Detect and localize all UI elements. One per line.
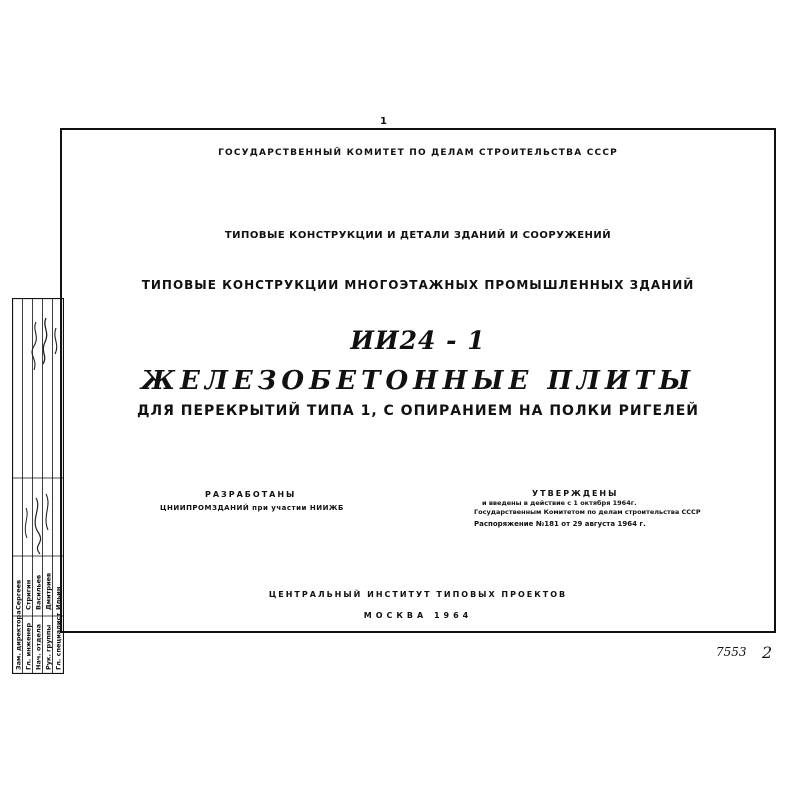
stamp-name: Ильин (54, 586, 63, 610)
stamp-name: Васильев (34, 574, 43, 610)
series-title: ТИПОВЫЕ КОНСТРУКЦИИ И ДЕТАЛИ ЗДАНИЙ И СООРУЖЕНИЙ (224, 230, 612, 241)
subseries-title: ТИПОВЫЕ КОНСТРУКЦИИ МНОГОЭТАЖНЫХ ПРОМЫШЛЕННЫХ ЗДАНИЙ (141, 278, 695, 292)
committee-header: ГОСУДАРСТВЕННЫЙ КОМИТЕТ ПО ДЕЛАМ СТРОИТЕЛЬСТВА СССР (218, 148, 618, 158)
approved-line-3: Распоряжение №181 от 29 августа 1964 г. (474, 520, 646, 528)
stamp-role: Зам. директора (14, 610, 23, 670)
institute-name: ЦЕНТРАЛЬНЫЙ ИНСТИТУТ ТИПОВЫХ ПРОЕКТОВ (268, 590, 568, 599)
stamp-role: Гл. специалист (54, 612, 63, 670)
page-sheet-number: 2 (762, 643, 773, 662)
document-title: ЖЕЛЕЗОБЕТОННЫЕ ПЛИТЫ (140, 366, 696, 396)
city-year: МОСКВА 1964 (363, 611, 473, 620)
stamp-role: Гл. инженер (24, 622, 33, 670)
developed-by: ЦНИИПРОМЗДАНИЙ при участии НИИЖБ (160, 504, 344, 512)
top-mark: 1 (380, 116, 387, 127)
document-subtitle: ДЛЯ ПЕРЕКРЫТИЙ ТИПА 1, С ОПИРАНИЕМ НА ПОЛКИ РИГЕЛЕЙ (136, 403, 699, 419)
stamp-name: Дмитриев (44, 572, 53, 610)
signature-stamp (12, 298, 64, 674)
approved-line-2: Государственным Комитетом по делам строительства СССР (474, 508, 701, 516)
stamp-name: Стригин (24, 579, 33, 610)
approved-heading: УТВЕРЖДЕНЫ (532, 489, 619, 498)
page-number: 7553 (716, 645, 747, 659)
stamp-role: Нач. отдела (34, 623, 43, 670)
approved-line-1: и введены в действие с 1 октября 1964г. (482, 499, 637, 507)
developed-heading: РАЗРАБОТАНЫ (205, 490, 297, 499)
stamp-role: Рук. группы (44, 624, 53, 670)
series-code: ИИ24 - 1 (350, 326, 486, 355)
stamp-name: Сергеев (14, 579, 23, 610)
